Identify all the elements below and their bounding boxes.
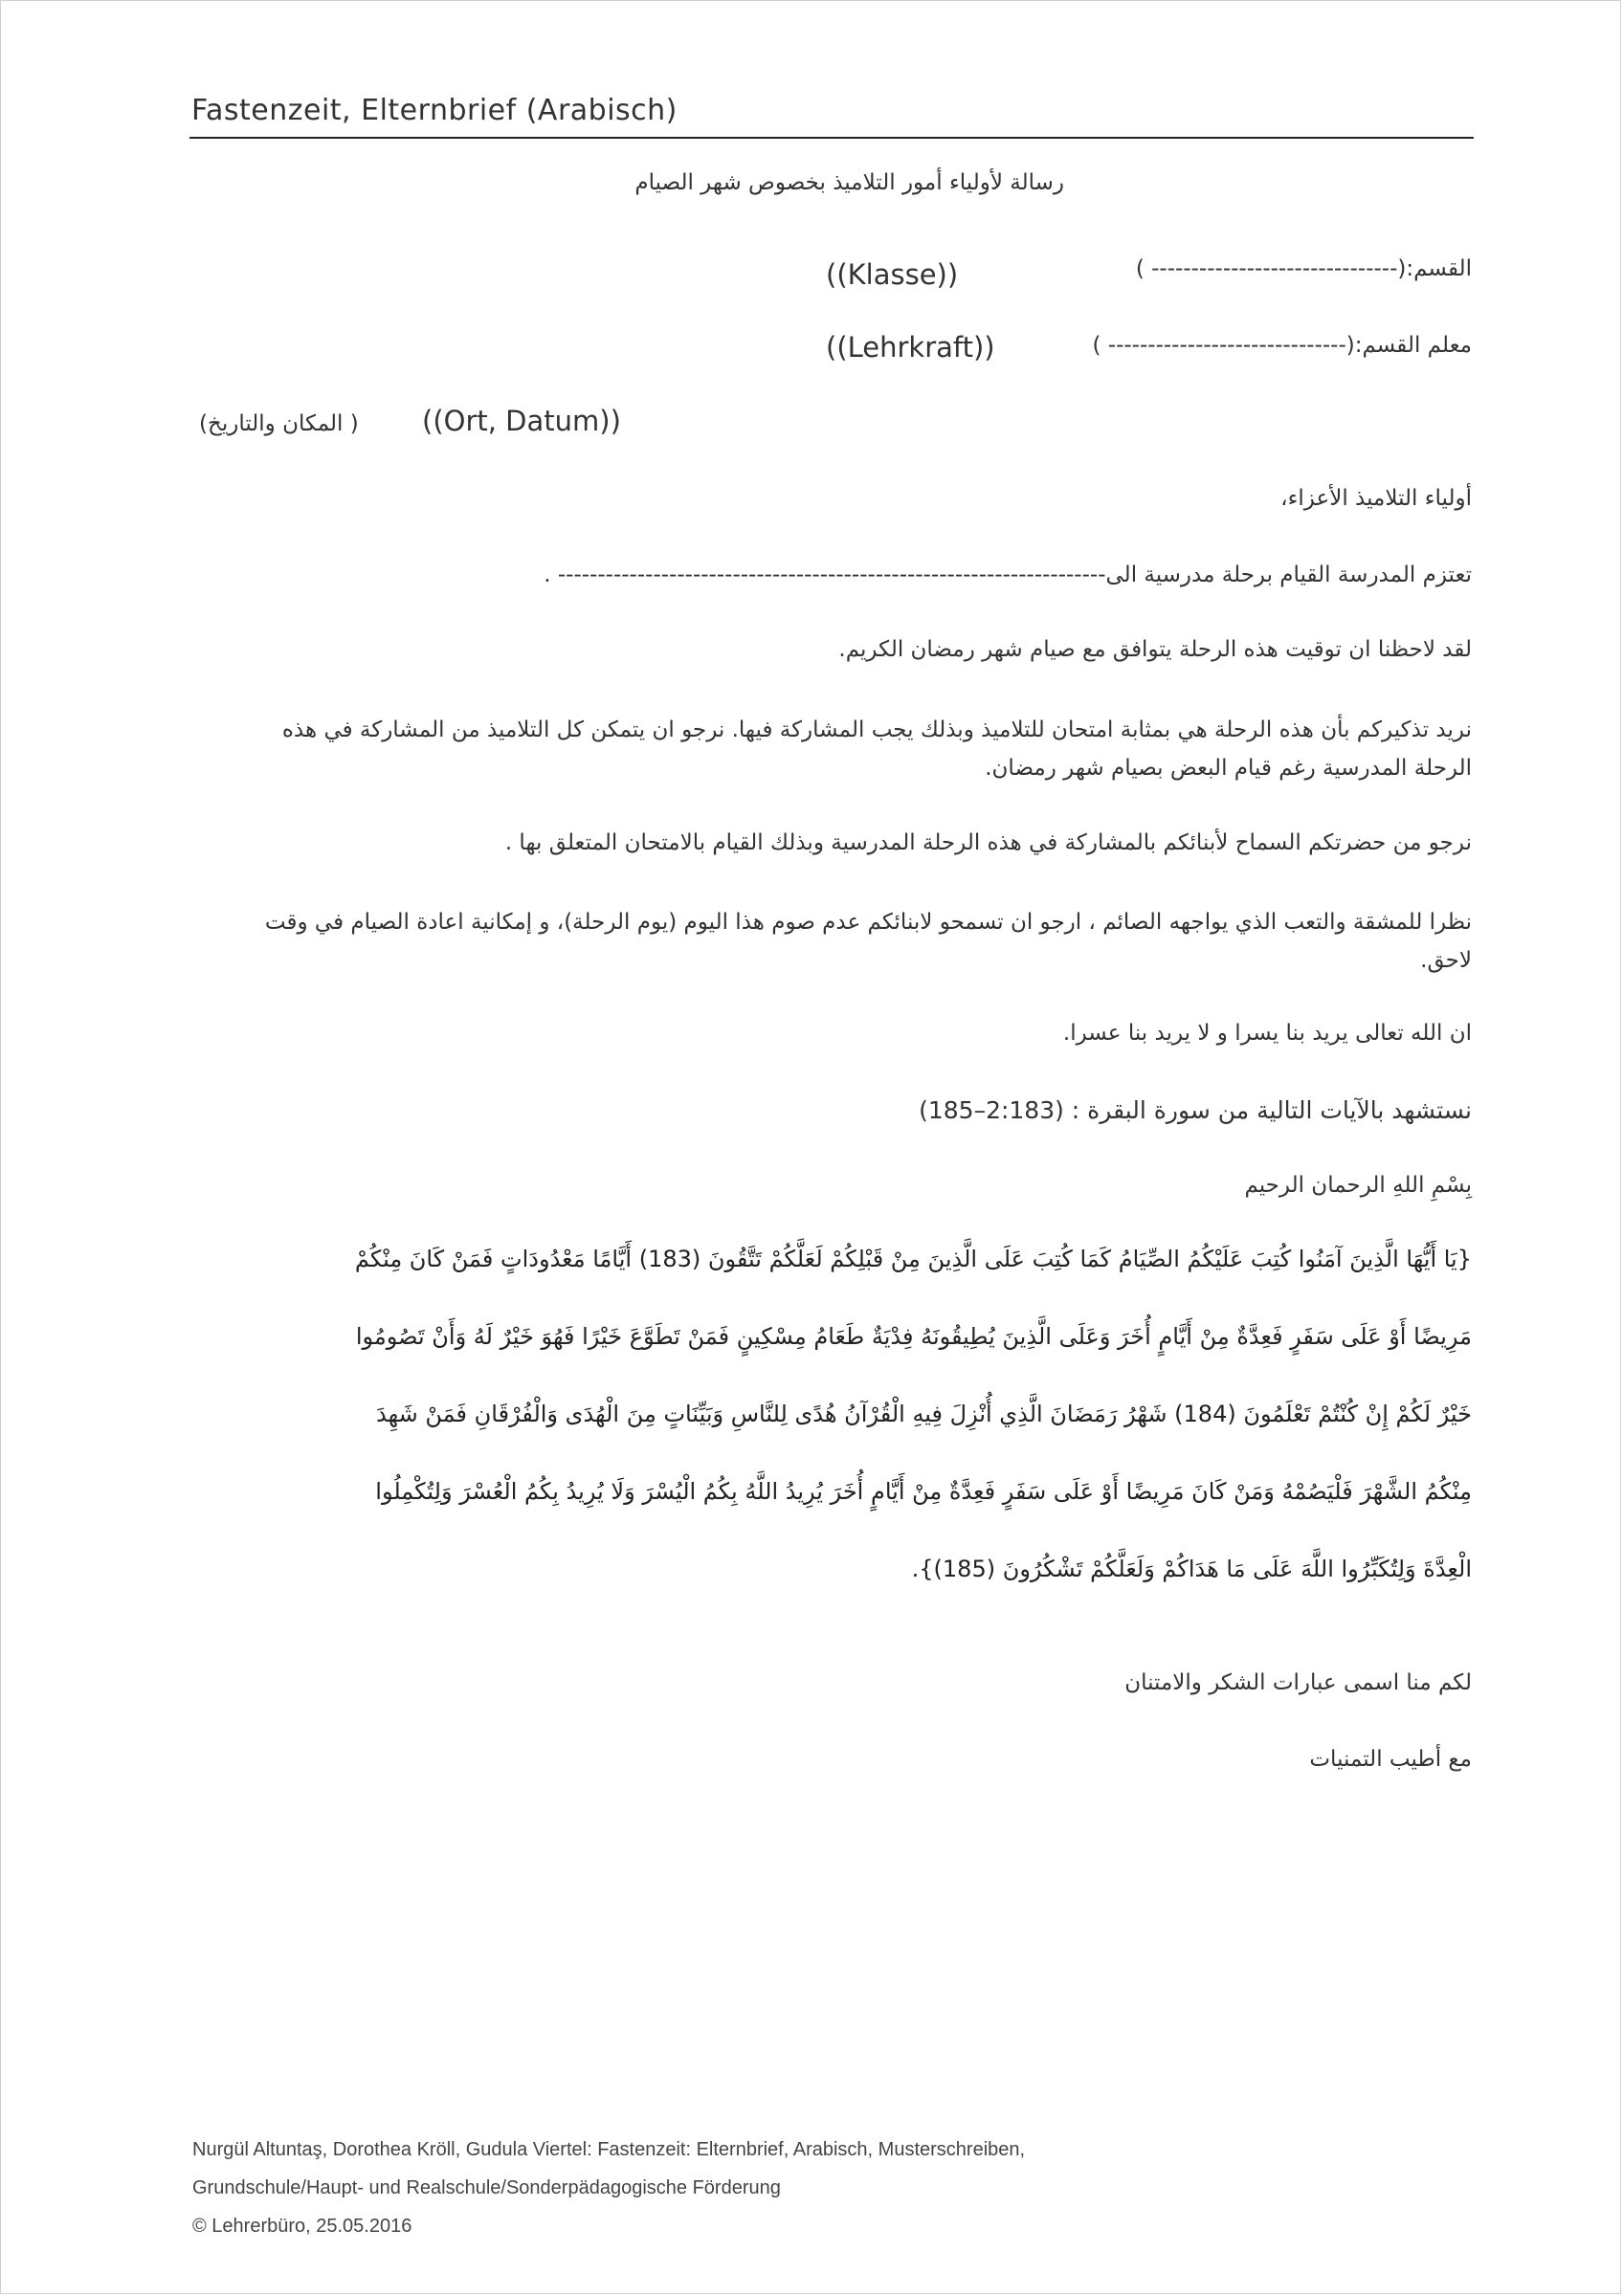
quran-line: خَيْرٌ لَكُمْ إِنْ كُنْتُمْ تَعْلَمُونَ (184) شَهْرُ رَمَضَانَ الَّذِي أُنْزِلَ فِيهِ الْقُرْآنُ هُدًى لِلنَّاسِ وَبَيِّنَاتٍ مِنَ الْهُدَى وَالْفُرْقَانِ فَمَنْ شَهِدَ: [376, 1401, 1472, 1427]
salutation: أولياء التلاميذ الأعزاء،: [1280, 486, 1472, 511]
quran-line: مَرِيضًا أَوْ عَلَى سَفَرٍ فَعِدَّةٌ مِنْ أَيَّامٍ أُخَرَ وَعَلَى الَّذِينَ يُطِيقُونَهُ فِدْيَةٌ طَعَامُ مِسْكِينٍ فَمَنْ تَطَوَّعَ خَيْرًا فَهُوَ خَيْرٌ لَهُ وَأَنْ تَصُومُوا: [355, 1323, 1472, 1350]
closing-wishes: مع أطيب التمنيات: [1309, 1747, 1472, 1772]
place-date-label: ( المكان والتاريخ): [199, 411, 359, 436]
class-field-label: القسم:(------------------------------- ): [1135, 256, 1472, 281]
teacher-placeholder: ((Lehrkraft)): [826, 331, 995, 364]
basmala: بِسْمِ اللهِ الرحمان الرحيم: [1244, 1173, 1472, 1198]
paragraph-ease: ان الله تعالى يريد بنا يسرا و لا يريد بنا عسرا.: [1062, 1021, 1472, 1046]
footer-authors: Nurgül Altuntaş, Dorothea Kröll, Gudula Viertel: Fastenzeit: Elternbrief, Arabisch, Musterschreiben,: [192, 2139, 1026, 2160]
header-divider: [189, 137, 1474, 139]
footer-school-types: Grundschule/Haupt- und Realschule/Sonderpädagogische Förderung: [192, 2177, 781, 2198]
closing-thanks: لكم منا اسمى عبارات الشكر والامتنان: [1124, 1670, 1472, 1695]
quran-line: مِنْكُمُ الشَّهْرَ فَلْيَصُمْهُ وَمَنْ كَانَ مَرِيضًا أَوْ عَلَى سَفَرٍ فَعِدَّةٌ مِنْ أَيَّامٍ أُخَرَ يُرِيدُ اللَّهُ بِكُمُ الْيُسْرَ وَلَا يُرِيدُ بِكُمُ الْعُسْرَ وَلِتُكْمِلُوا: [375, 1478, 1472, 1505]
paragraph-reminder: نريد تذكيركم بأن هذه الرحلة هي بمثابة امتحان للتلاميذ وبذلك يجب المشاركة فيها. نرجو ان يتمكن كل التلاميذ من المشاركة في هذه الرحلة المدرسية رغم قيام البعض بصيام شهر رمضان.: [281, 718, 1472, 781]
paragraph-request: نرجو من حضرتكم السماح لأبنائكم بالمشاركة في هذه الرحلة المدرسية وبذلك القيام بالامتحان المتعلق بها .: [504, 830, 1472, 855]
quran-line: {يَا أَيُّهَا الَّذِينَ آمَنُوا كُتِبَ عَلَيْكُمُ الصِّيَامُ كَمَا كُتِبَ عَلَى الَّذِينَ مِنْ قَبْلِكُمْ لَعَلَّكُمْ تَتَّقُونَ (183) أَيَّامًا مَعْدُودَاتٍ فَمَنْ كَانَ مِنْكُمْ: [354, 1246, 1472, 1272]
letter-subject: رسالة لأولياء أمور التلاميذ بخصوص شهر الصيام: [634, 170, 1064, 195]
paragraph-trip: تعتزم المدرسة القيام برحلة مدرسية الى--------------------------------------------------------------------- .: [544, 563, 1472, 587]
footer-copyright: © Lehrerbüro, 25.05.2016: [192, 2216, 412, 2237]
class-placeholder: ((Klasse)): [826, 258, 959, 291]
teacher-field-label: معلم القسم:(------------------------------ ): [1092, 333, 1472, 358]
paragraph-fatigue: نظرا للمشقة والتعب الذي يواجهه الصائم ، ارجو ان تسمحو لابنائكم عدم صوم هذا اليوم (يوم الرحلة)، و إمكانية اعادة الصيام في وقت لاحق.: [264, 910, 1472, 973]
header-title: Fastenzeit, Elternbrief (Arabisch): [191, 94, 678, 127]
place-date-placeholder: ((Ort, Datum)): [422, 405, 621, 437]
paragraph-notice: لقد لاحظنا ان توقيت هذه الرحلة يتوافق مع صيام شهر رمضان الكريم.: [838, 637, 1472, 662]
quran-line: الْعِدَّةَ وَلِتُكَبِّرُوا اللَّهَ عَلَى مَا هَدَاكُمْ وَلَعَلَّكُمْ تَشْكُرُونَ (185)}.: [911, 1556, 1472, 1582]
paragraph-quote-intro: نستشهد بالآيات التالية من سورة البقرة : (2:183–185): [919, 1096, 1472, 1124]
